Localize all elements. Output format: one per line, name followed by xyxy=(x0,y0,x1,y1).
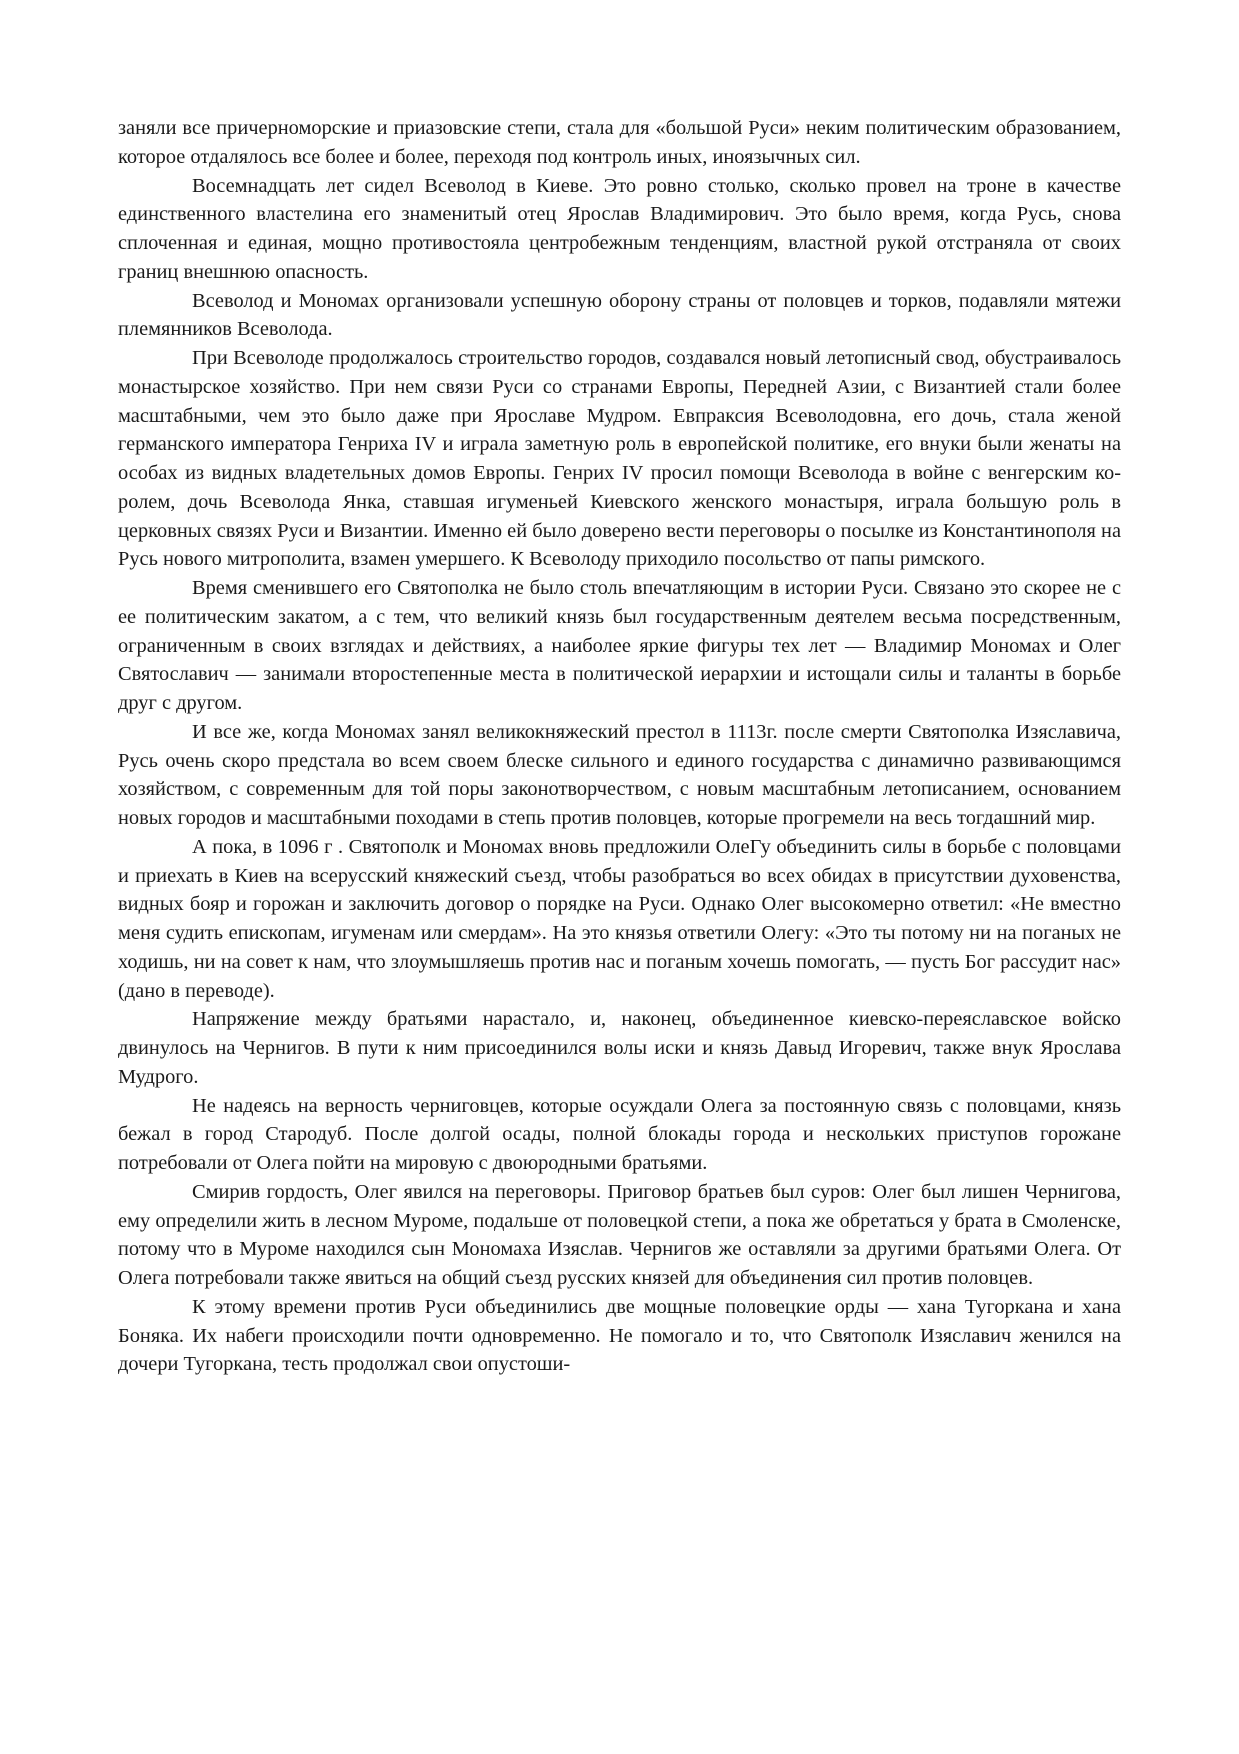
paragraph-11: К этому времени против Руси объединились две мощные половецкие орды — хана Тугоркана и хана Боняка. Их набеги происходили почти одновременно. Не помогало и то, что Святополк Изяславич женился на дочери Тугоркана, тесть продолжал свои опустоши- xyxy=(118,1295,1121,1376)
paragraph-6: И все же, когда Мономах занял великокняжеский престол в 1113г. после смерти Святополка Изяславича, Русь очень скоро предстала во всем своем блеске сильного и единого государства с динамично развивающимся хозяйством, с современным для той поры законотворчеством, с новым масштабным летописанием, основанием новых городов и масштабными походами в степь против половцев, которые прогремели на весь тогдашний мир. xyxy=(118,720,1121,829)
paragraph-1: заняли все причерноморские и приазовские степи, стала для «большой Руси» неким политическим образованием, которое отдалялось все более и более, переходя под контроль иных, иноязычных сил. xyxy=(118,117,1121,168)
paragraph-3: Всеволод и Мономах организовали успешную оборону страны от половцев и торков, подавляли мятежи племянников Всеволода. xyxy=(118,289,1121,341)
paragraph-2: Восемнадцать лет сидел Всеволод в Киеве. Это ровно столько, сколько провел на троне в качестве единственного властелина его знаменитый отец Ярослав Владимирович. Это было время, когда Русь, снова сплоченная и единая, мощно противостояла центробежным тенденциям, властной рукой отстраняла от своих границ внешнюю опасность. xyxy=(118,174,1121,283)
paragraph-9: Не надеясь на верность черниговцев, которые осуждали Олега за постоянную связь с половцами, князь бежал в город Стародуб. После долгой осады, полной блокады города и нескольких приступов горожане потребовали от Олега пойти на мировую с двоюродными братьями. xyxy=(118,1094,1121,1174)
paragraph-4: При Всеволоде продолжалось строительство городов, создавался новый летописный свод, обустраивалось монастырское хозяйство. При нем связи Руси со странами Европы, Передней Азии, с Византией стали более масштабными, чем это было даже при Ярославе Мудром. Евпраксия Всеволодовна, его дочь, стала женой германского императора Генриха IV и играла заметную роль в европейской политике, его внуки были женаты на особах из видных владетельных домов Европы. Генрих IV просил помощи Всеволода в войне с венгерским королем, дочь Всеволода Янка, ставшая игуменьей Киевского женского монастыря, играла большую роль в церковных связях Руси и Византии. Именно ей было доверено вести переговоры о посылке из Константинополя на Русь нового митрополита, взамен умершего. К Всеволоду приходило посольство от папы римского. xyxy=(118,347,1121,571)
document-page xyxy=(118,114,1121,1379)
paragraph-10: Смирив гордость, Олег явился на переговоры. Приговор братьев был суров: Олег был лишен Чернигова, ему определили жить в лесном Муроме, подальше от половецкой степи, а пока же обретаться у брата в Смоленске, потому что в Муроме находился сын Мономаха Изяслав. Чернигов же оставляли за другими братьями Олега. От Олега потребовали также явиться на общий съезд русских князей для объединения сил против половцев. xyxy=(118,1180,1121,1289)
paragraph-8: Напряжение между братьями нарастало, и, наконец, объединенное киевско-переяславское войско двинулось на Чернигов. В пути к ним присоединился волы иски и князь Давыд Игоревич, также внук Ярослава Мудрого. xyxy=(118,1008,1121,1088)
paragraph-5: Время сменившего его Святополка не было столь впечатляющим в истории Руси. Связано это скорее не с ее политическим закатом, а с тем, что великий князь был государственным деятелем весьма посредственным, ограниченным в своих взглядах и действиях, а наиболее яркие фигуры тех лет — Владимир Мономах и Олег Святославич — занимали второстепенные места в политической иерархии и истощали силы и таланты в борьбе друг с другом. xyxy=(118,577,1121,714)
paragraph-7: А пока, в 1096 г . Святополк и Мономах вновь предложили ОлеГу объединить силы в борьбе с половцами и приехать в Киев на всерусский княжеский съезд, чтобы разобраться во всех обидах в присутствии духовенства, видных бояр и горожан и заключить договор о порядке на Руси. Однако Олег высокомерно ответил: «Не вместно меня судить епископам, игуменам или смердам». На это князья ответили Олегу: «Это ты потому ни на поганых не ходишь, ни на совет к нам, что злоумышляешь против нас и поганым хочешь помогать, — пусть Бог рассудит нас» (дано в переводе). xyxy=(118,835,1121,1002)
